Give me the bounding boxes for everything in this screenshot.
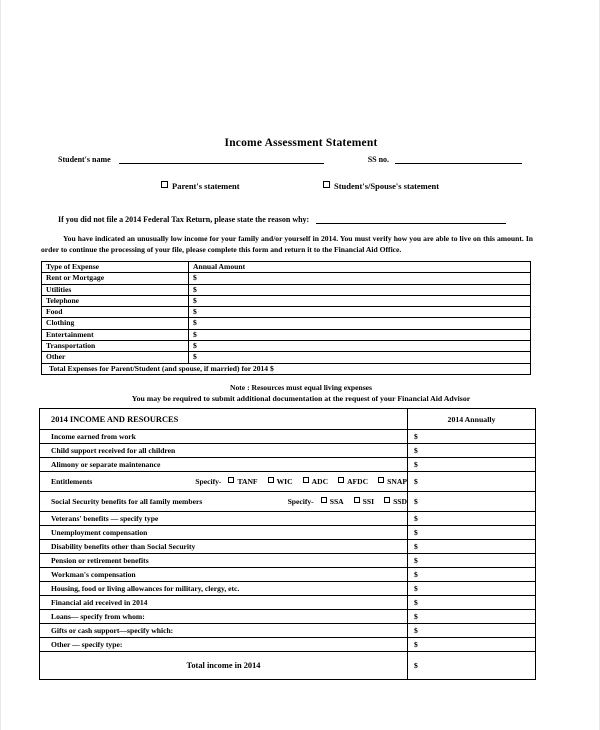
expense-header-type: Type of Expense: [42, 262, 189, 273]
income-total-amount-input[interactable]: $: [408, 652, 536, 680]
tax-return-reason-line: [58, 214, 548, 224]
income-label[interactable]: Gifts or cash support—specify which:: [40, 624, 408, 638]
expense-total-label[interactable]: Total Expenses for Parent/Student (and spouse, if married) for 2014 $: [42, 363, 531, 374]
table-row: [40, 458, 536, 472]
income-label-cell: [40, 492, 408, 512]
income-label: Financial aid received in 2014: [40, 596, 408, 610]
table-row: [40, 430, 536, 444]
income-amount-input[interactable]: $: [408, 512, 536, 526]
income-header-row: [40, 409, 536, 430]
expense-header-row: [42, 262, 531, 273]
ss-no-input[interactable]: [395, 154, 522, 164]
table-row-social-security: [40, 492, 536, 512]
expense-amount-input[interactable]: $: [189, 307, 531, 318]
table-row: [40, 638, 536, 652]
checkbox-icon[interactable]: [228, 477, 234, 483]
ss-option-ssd[interactable]: [384, 497, 407, 506]
income-label[interactable]: Other — specify type:: [40, 638, 408, 652]
student-spouse-statement-label: Student's/Spouse's statement: [334, 181, 440, 191]
income-label[interactable]: Loans— specify from whom:: [40, 610, 408, 624]
expense-label: Utilities: [42, 284, 189, 295]
ss-option-ssa[interactable]: [321, 497, 344, 506]
income-label: Income earned from work: [40, 430, 408, 444]
expense-label: Transportation: [42, 341, 189, 352]
expense-label: Food: [42, 307, 189, 318]
expense-table-body: [42, 262, 531, 375]
income-amount-input[interactable]: $: [408, 472, 536, 492]
income-amount-input[interactable]: $: [408, 430, 536, 444]
checkbox-icon[interactable]: [378, 477, 384, 483]
income-label: Disability benefits other than Social Security: [40, 540, 408, 554]
table-row-entitlements: [40, 472, 536, 492]
option-label: SSA: [329, 497, 344, 506]
income-table: [39, 408, 536, 680]
table-row: [40, 512, 536, 526]
student-name-label: Student's name: [58, 155, 111, 164]
income-amount-input[interactable]: $: [408, 492, 536, 512]
income-label: Entitlements: [51, 477, 93, 486]
table-row: [40, 596, 536, 610]
parent-statement-label: Parent's statement: [172, 181, 240, 191]
income-label: Pension or retirement benefits: [40, 554, 408, 568]
table-row: [42, 341, 531, 352]
income-amount-input[interactable]: $: [408, 610, 536, 624]
table-row: [42, 329, 531, 340]
income-amount-input[interactable]: $: [408, 568, 536, 582]
table-row: [40, 624, 536, 638]
checkbox-icon[interactable]: [384, 497, 390, 503]
option-label: WIC: [276, 477, 293, 486]
option-label: ADC: [311, 477, 329, 486]
table-row: [40, 610, 536, 624]
income-amount-input[interactable]: $: [408, 624, 536, 638]
income-amount-input[interactable]: $: [408, 540, 536, 554]
income-total-row: [40, 652, 536, 680]
income-amount-input[interactable]: $: [408, 638, 536, 652]
option-label: SSI: [362, 497, 375, 506]
ss-option-ssi[interactable]: [354, 497, 374, 506]
tax-line-prefix: If you did: [58, 215, 92, 224]
expense-header-amount: Annual Amount: [189, 262, 531, 273]
table-row: [42, 295, 531, 306]
income-label: Workman's compensation: [40, 568, 408, 582]
income-amount-input[interactable]: $: [408, 458, 536, 472]
income-total-label: Total income in 2014: [40, 652, 408, 680]
checkbox-icon[interactable]: [321, 497, 327, 503]
intro-paragraph: You have indicated an unusually low income for your family and/or yourself in 2014. You must verify how you are able to live on this amount. In order to continue the processing of your file, please complete this form and return it to the Financial Aid Office.: [41, 234, 533, 254]
expense-amount-input[interactable]: $: [189, 318, 531, 329]
option-label: TANF: [237, 477, 258, 486]
tax-line-suffix: file a 2014 Federal Tax Return, please state the reason why:: [106, 215, 310, 224]
documentation-note: You may be required to submit additional documentation at the request of your Financial Aid Advisor: [131, 394, 471, 403]
expense-total-row: [42, 363, 531, 374]
income-label: Alimony or separate maintenance: [40, 458, 408, 472]
checkbox-icon[interactable]: [268, 477, 274, 483]
student-name-input[interactable]: [119, 154, 324, 164]
entitlement-option-snap[interactable]: [378, 477, 407, 486]
tax-reason-input[interactable]: [316, 214, 506, 224]
entitlement-option-adc[interactable]: [303, 477, 328, 486]
expense-amount-input[interactable]: $: [189, 284, 531, 295]
table-row: [40, 582, 536, 596]
identity-fields: [58, 154, 538, 168]
expense-label: Entertainment: [42, 329, 189, 340]
income-header-title: 2014 INCOME AND RESOURCES: [40, 409, 408, 430]
option-label: AFDC: [347, 477, 369, 486]
parent-statement-checkbox-option[interactable]: [161, 181, 240, 191]
table-row: [42, 352, 531, 363]
expense-amount-input[interactable]: $: [189, 273, 531, 284]
table-row: [40, 444, 536, 458]
tax-line-emphasis: not: [93, 215, 105, 224]
checkbox-icon[interactable]: [323, 181, 330, 188]
income-label: Housing, food or living allowances for military, clergy, etc.: [40, 582, 408, 596]
income-header-annually: 2014 Annually: [408, 409, 536, 430]
expense-table: [41, 261, 531, 375]
expense-amount-input[interactable]: $: [189, 352, 531, 363]
income-label: Child support received for all children: [40, 444, 408, 458]
income-amount-input[interactable]: $: [408, 444, 536, 458]
table-row: [42, 307, 531, 318]
expense-label: Clothing: [42, 318, 189, 329]
page-title: Income Assessment Statement: [224, 137, 378, 149]
specify-label: Specify-: [287, 497, 314, 506]
entitlement-option-afdc[interactable]: [338, 477, 368, 486]
expense-amount-input[interactable]: $: [189, 341, 531, 352]
specify-label: Specify-: [195, 477, 222, 486]
option-label: SSD: [393, 497, 407, 506]
student-spouse-statement-checkbox-option[interactable]: [323, 181, 439, 191]
income-label: Veterans' benefits — specify type: [40, 512, 408, 526]
income-amount-input[interactable]: $: [408, 596, 536, 610]
table-row: [42, 284, 531, 295]
income-amount-input[interactable]: $: [408, 582, 536, 596]
income-table-body: [40, 409, 536, 680]
resources-note: Note : Resources must equal living expenses: [229, 383, 373, 392]
ss-no-label: SS no.: [367, 155, 390, 164]
income-label: Unemployment compensation: [40, 526, 408, 540]
expense-label: Telephone: [42, 295, 189, 306]
checkbox-icon[interactable]: [303, 477, 309, 483]
option-label: SNAP: [387, 477, 407, 486]
income-amount-input[interactable]: $: [408, 526, 536, 540]
table-row: [42, 273, 531, 284]
entitlement-option-tanf[interactable]: [228, 477, 257, 486]
income-label: Social Security benefits for all family members: [51, 497, 203, 506]
table-row: [40, 554, 536, 568]
entitlement-option-wic[interactable]: [268, 477, 293, 486]
expense-amount-input[interactable]: $: [189, 329, 531, 340]
checkbox-icon[interactable]: [354, 497, 360, 503]
expense-amount-input[interactable]: $: [189, 295, 531, 306]
table-row: [40, 526, 536, 540]
checkbox-icon[interactable]: [161, 181, 168, 188]
expense-label: Rent or Mortgage: [42, 273, 189, 284]
expense-label: Other: [42, 352, 189, 363]
table-row: [40, 568, 536, 582]
income-label-cell: [40, 472, 408, 492]
checkbox-icon[interactable]: [338, 477, 344, 483]
income-amount-input[interactable]: $: [408, 554, 536, 568]
table-row: [40, 540, 536, 554]
table-row: [42, 318, 531, 329]
